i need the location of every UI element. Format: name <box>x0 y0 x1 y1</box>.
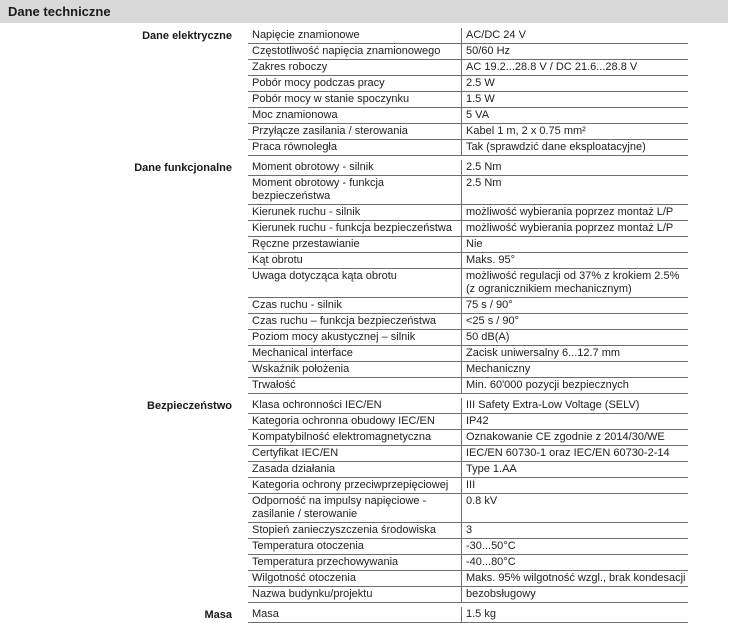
spec-row <box>248 269 688 298</box>
spec-key: Mechanical interface <box>248 346 462 361</box>
spec-key: Kierunek ruchu - silnik <box>248 205 462 220</box>
spec-key: Napięcie znamionowe <box>248 28 462 43</box>
spec-rows <box>248 398 688 603</box>
spec-key: Zakres roboczy <box>248 60 462 75</box>
spec-value: Kabel 1 m, 2 x 0.75 mm² <box>466 125 586 137</box>
spec-key: Moment obrotowy - silnik <box>248 160 462 175</box>
spec-value: 0.8 kV <box>466 495 498 507</box>
spec-key: Nazwa budynku/projektu <box>248 587 462 602</box>
spec-value: możliwość wybierania poprzez montaż L/P <box>466 206 674 218</box>
spec-row <box>248 555 688 571</box>
spec-value: Nie <box>466 238 483 250</box>
spec-value: <25 s / 90° <box>466 315 520 327</box>
spec-value: 2.5 Nm <box>466 177 502 189</box>
section-label: Dane funkcjonalne <box>134 162 232 174</box>
spec-sheet <box>0 28 728 623</box>
spec-key: Ręczne przestawianie <box>248 237 462 252</box>
spec-key: Kąt obrotu <box>248 253 462 268</box>
spec-row <box>248 330 688 346</box>
spec-row <box>248 160 688 176</box>
spec-key: Kierunek ruchu - funkcja bezpieczeństwa <box>248 221 462 236</box>
spec-row <box>248 362 688 378</box>
spec-key: Przyłącze zasilania / sterowania <box>248 124 462 139</box>
spec-rows <box>248 28 688 156</box>
spec-key: Czas ruchu - silnik <box>248 298 462 313</box>
spec-key: Pobór mocy podczas pracy <box>248 76 462 91</box>
spec-key: Stopień zanieczyszczenia środowiska <box>248 523 462 538</box>
spec-value: Min. 60'000 pozycji bezpiecznych <box>466 379 629 391</box>
spec-row <box>248 60 688 76</box>
spec-row <box>248 176 688 205</box>
spec-key: Poziom mocy akustycznej – silnik <box>248 330 462 345</box>
spec-key: Kategoria ochrony przeciwprzepięciowej <box>248 478 462 493</box>
spec-key: Klasa ochronności IEC/EN <box>248 398 462 413</box>
spec-row <box>248 539 688 555</box>
spec-value: Mechaniczny <box>466 363 531 375</box>
spec-row <box>248 92 688 108</box>
spec-row <box>248 140 688 156</box>
spec-key: Pobór mocy w stanie spoczynku <box>248 92 462 107</box>
spec-row <box>248 108 688 124</box>
spec-value: możliwość regulacji od 37% z krokiem 2.5% (z ogranicznikiem mechanicznym) <box>466 270 680 295</box>
spec-row <box>248 607 688 623</box>
spec-key: Kompatybilność elektromagnetyczna <box>248 430 462 445</box>
spec-value: Maks. 95° <box>466 254 516 266</box>
section-label: Dane elektryczne <box>142 30 232 42</box>
spec-row <box>248 221 688 237</box>
page-title: Dane techniczne <box>8 4 111 19</box>
spec-key: Czas ruchu – funkcja bezpieczeństwa <box>248 314 462 329</box>
spec-value: IEC/EN 60730-1 oraz IEC/EN 60730-2-14 <box>466 447 670 459</box>
spec-row <box>248 44 688 60</box>
spec-value: III <box>466 479 476 491</box>
spec-section <box>0 28 728 156</box>
spec-row <box>248 430 688 446</box>
spec-value: III Safety Extra-Low Voltage (SELV) <box>466 399 640 411</box>
spec-key: Masa <box>248 607 462 622</box>
spec-row <box>248 28 688 44</box>
spec-value: -30...50°C <box>466 540 516 552</box>
spec-value: 5 VA <box>466 109 490 121</box>
spec-key: Odporność na impulsy napięciowe - zasilanie / sterowanie <box>248 494 462 522</box>
section-label: Masa <box>204 609 232 621</box>
spec-value: 75 s / 90° <box>466 299 513 311</box>
spec-value: 2.5 W <box>466 77 495 89</box>
spec-key: Wilgotność otoczenia <box>248 571 462 586</box>
spec-value: AC/DC 24 V <box>466 29 526 41</box>
spec-key: Trwałość <box>248 378 462 393</box>
spec-row <box>248 478 688 494</box>
spec-value: bezobsługowy <box>466 588 536 600</box>
spec-value: AC 19.2...28.8 V / DC 21.6...28.8 V <box>466 61 638 73</box>
spec-rows <box>248 607 688 623</box>
spec-value: 2.5 Nm <box>466 161 502 173</box>
spec-value: Oznakowanie CE zgodnie z 2014/30/WE <box>466 431 665 443</box>
spec-key: Moc znamionowa <box>248 108 462 123</box>
spec-row <box>248 253 688 269</box>
spec-value: 1.5 kg <box>466 608 496 620</box>
spec-row <box>248 462 688 478</box>
spec-key: Temperatura przechowywania <box>248 555 462 570</box>
spec-row <box>248 523 688 539</box>
section-label: Bezpieczeństwo <box>147 400 232 412</box>
spec-key: Praca równoległa <box>248 140 462 155</box>
spec-row <box>248 446 688 462</box>
section-title-bar <box>0 0 728 23</box>
spec-key: Moment obrotowy - funkcja bezpieczeństwa <box>248 176 462 204</box>
spec-value: możliwość wybierania poprzez montaż L/P <box>466 222 674 234</box>
spec-value: Zacisk uniwersalny 6...12.7 mm <box>466 347 621 359</box>
spec-section <box>0 398 728 603</box>
spec-row <box>248 414 688 430</box>
spec-section <box>0 607 728 623</box>
spec-value: 50 dB(A) <box>466 331 510 343</box>
spec-row <box>248 124 688 140</box>
spec-row <box>248 587 688 603</box>
spec-value: Maks. 95% wilgotność wzgl., brak kondesacji <box>466 572 686 584</box>
spec-row <box>248 571 688 587</box>
spec-row <box>248 494 688 523</box>
spec-row <box>248 298 688 314</box>
spec-row <box>248 378 688 394</box>
spec-value: Tak (sprawdzić dane eksploatacyjne) <box>466 141 646 153</box>
spec-row <box>248 398 688 414</box>
spec-rows <box>248 160 688 394</box>
spec-key: Certyfikat IEC/EN <box>248 446 462 461</box>
spec-row <box>248 314 688 330</box>
spec-key: Częstotliwość napięcia znamionowego <box>248 44 462 59</box>
spec-value: 1.5 W <box>466 93 495 105</box>
spec-key: Temperatura otoczenia <box>248 539 462 554</box>
spec-value: 50/60 Hz <box>466 45 511 57</box>
spec-key: Zasada działania <box>248 462 462 477</box>
spec-value: -40...80°C <box>466 556 516 568</box>
spec-row <box>248 237 688 253</box>
spec-value: Type 1.AA <box>466 463 517 475</box>
spec-value: IP42 <box>466 415 489 427</box>
spec-key: Kategoria ochronna obudowy IEC/EN <box>248 414 462 429</box>
spec-key: Wskaźnik położenia <box>248 362 462 377</box>
spec-section <box>0 160 728 394</box>
spec-row <box>248 205 688 221</box>
spec-key: Uwaga dotycząca kąta obrotu <box>248 269 462 297</box>
spec-row <box>248 76 688 92</box>
spec-row <box>248 346 688 362</box>
spec-value: 3 <box>466 524 473 536</box>
